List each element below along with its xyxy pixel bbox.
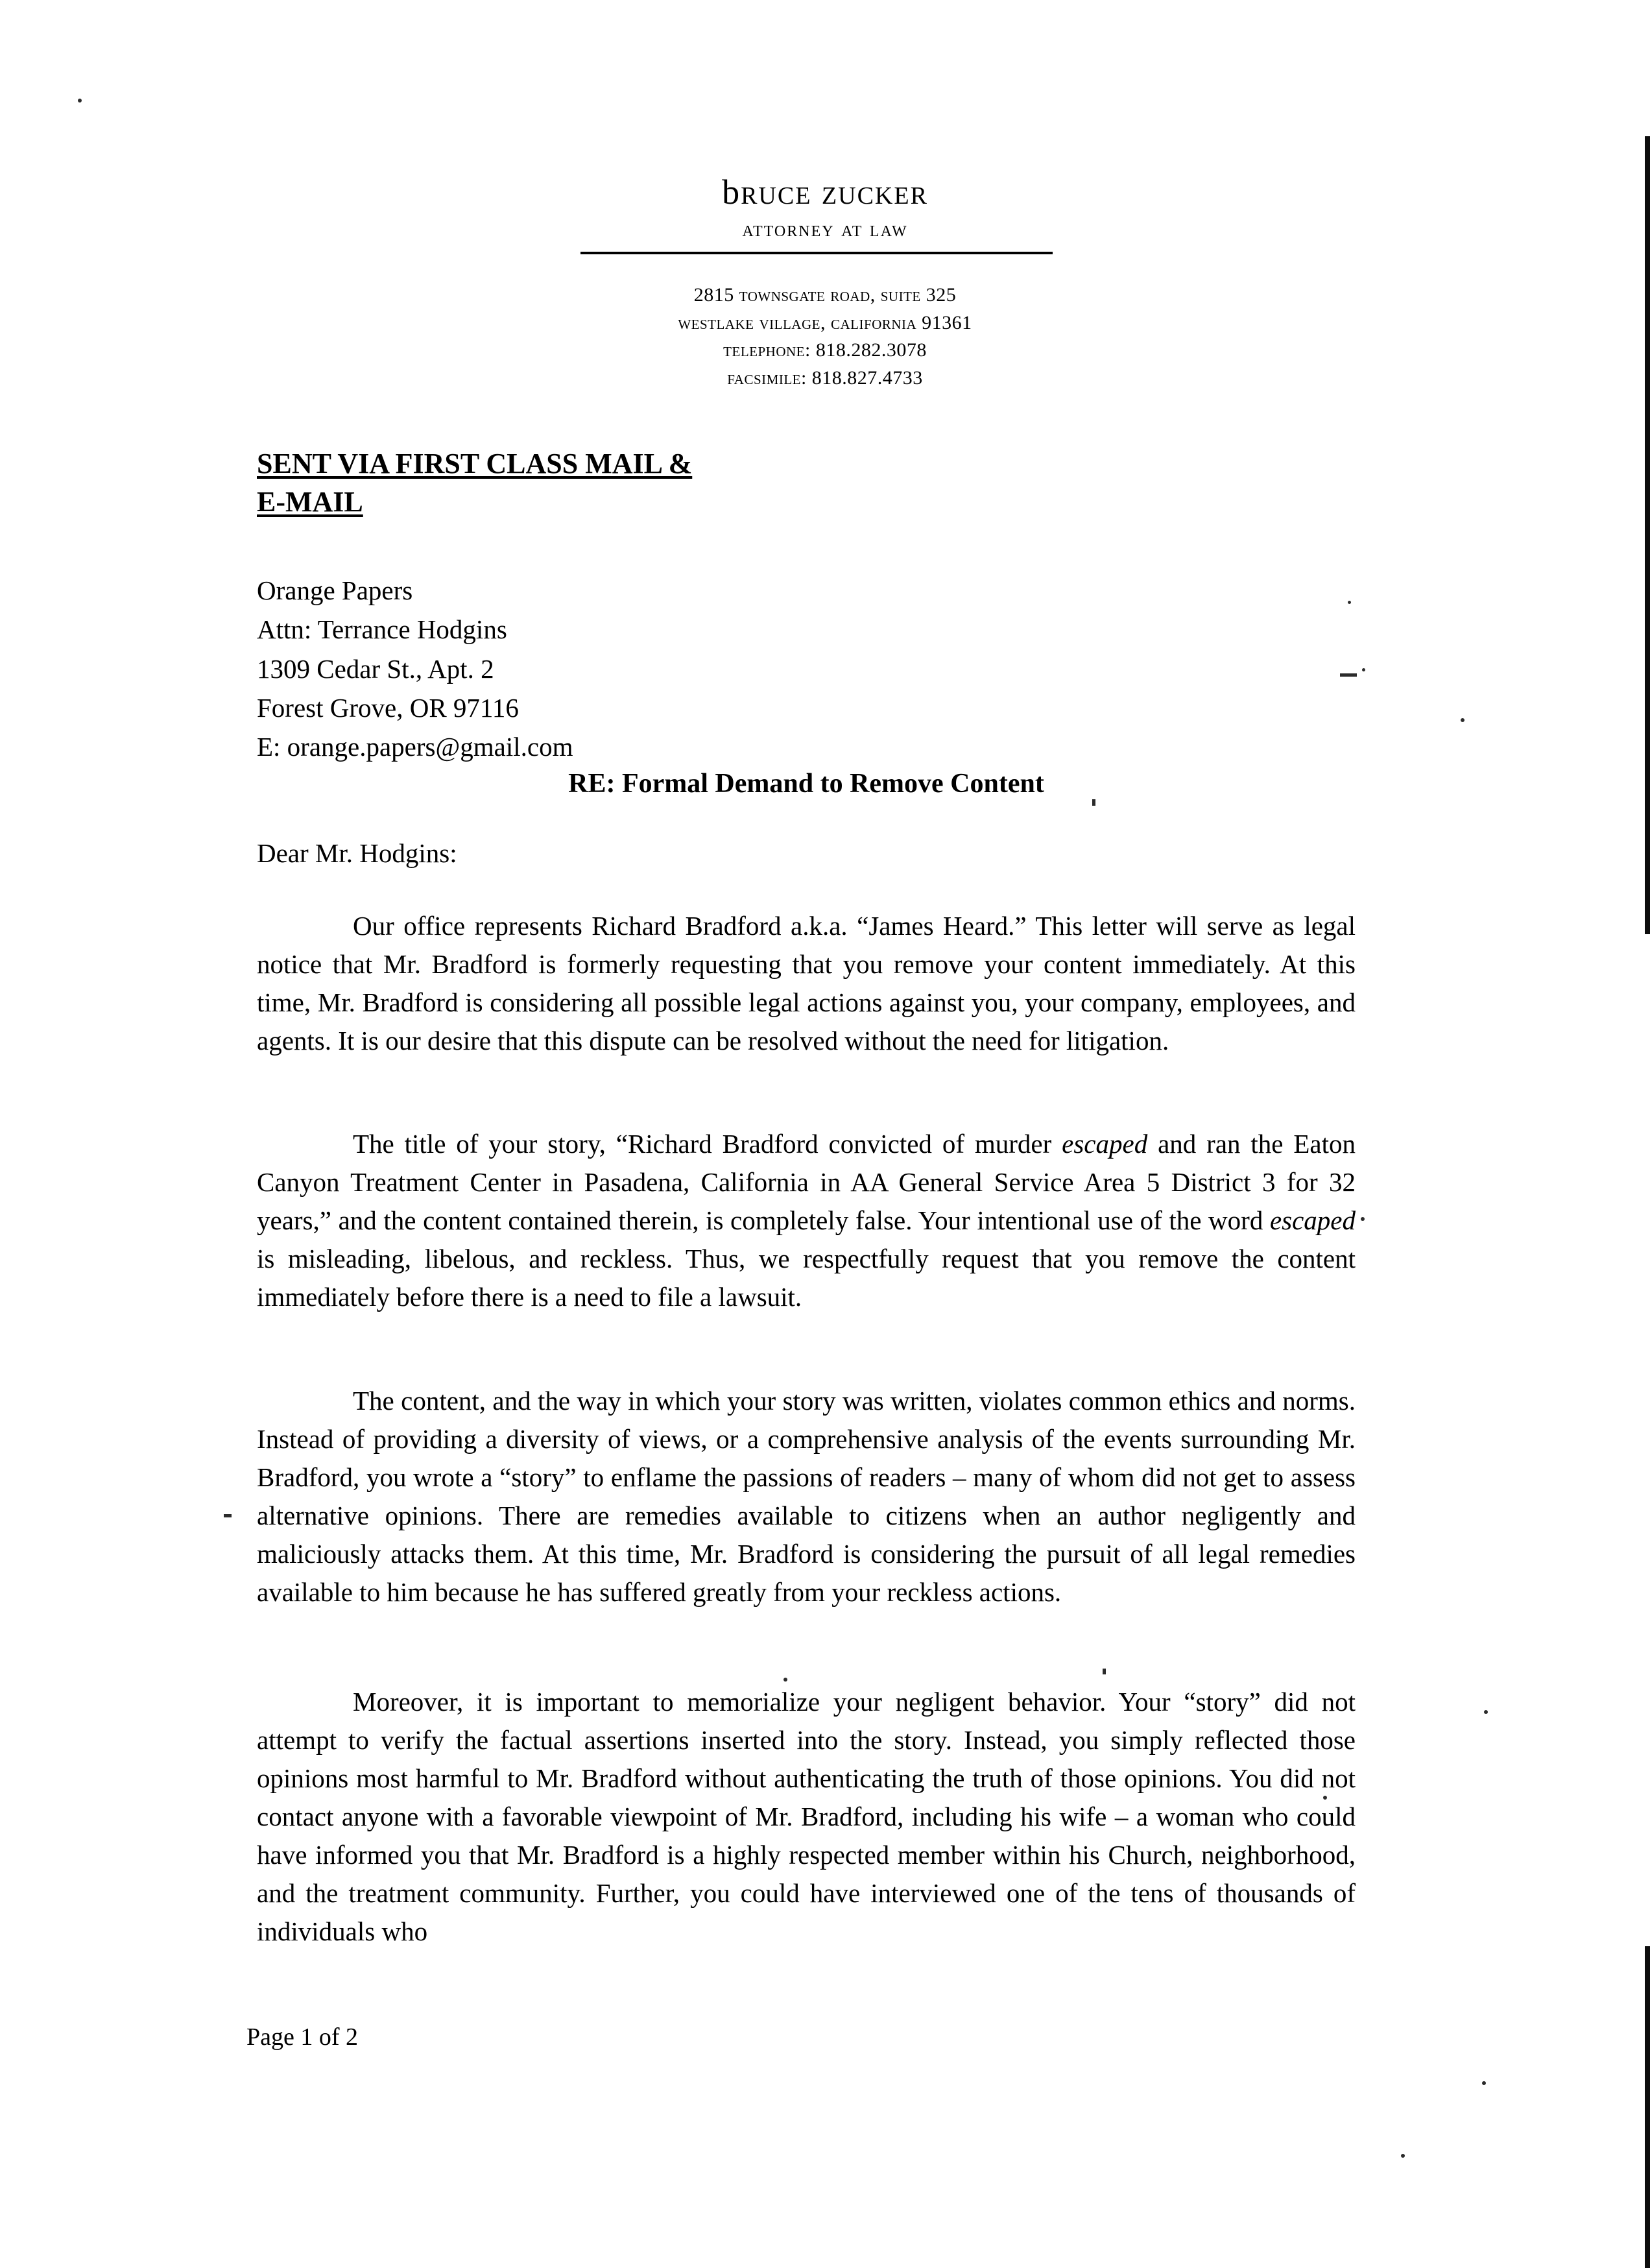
office-address-line-1: 2815 townsgate road, suite 325 bbox=[693, 284, 957, 306]
addressee-street: 1309 Cedar St., Apt. 2 bbox=[257, 653, 494, 684]
salutation: Dear Mr. Hodgins: bbox=[257, 838, 457, 868]
body-paragraph-3: The content, and the way in which your story was written, violates common ethics and norms. Instead of providing a diversity of views, or a comprehensive analysis of the events surrounding Mr. Bradford, you wrote a “story” to enflame the passions of readers – many of whom did not get to assess alternative opinions. There are remedies available to citizens when an author negligently and maliciously attacks them. At this time, Mr. Bradford is considering the pursuit of all legal remedies available to him because he has suffered greatly from your reckless actions. bbox=[257, 1386, 1356, 1608]
addressee-email: E: orange.papers@gmail.com bbox=[257, 732, 573, 762]
scan-speck bbox=[1362, 668, 1365, 671]
office-telephone: telephone: 818.282.3078 bbox=[723, 339, 927, 361]
addressee-city-state-zip: Forest Grove, OR 97116 bbox=[257, 692, 519, 723]
body-paragraph-1: Our office represents Richard Bradford a.k.a. “James Heard.” This letter will serve as legal notice that Mr. Bradford is formerly requesting that you remove your content immediately. At this time, Mr. Bradford is considering all possible legal actions against you, your company, employees, and agents. It is our desire that this dispute can be resolved without the need for litigation. bbox=[257, 911, 1356, 1056]
emphasis-escaped-first: escaped bbox=[1062, 1129, 1148, 1159]
body-paragraph-2 bbox=[257, 1125, 1356, 1316]
scan-speck bbox=[78, 99, 82, 103]
paragraph-2-segment-a: The title of your story, “Richard Bradford convicted of murder bbox=[353, 1129, 1062, 1159]
addressee-company: Orange Papers bbox=[257, 575, 413, 605]
paragraph-2-segment-b: and ran the Eaton Canyon Treatment Center in Pasadena, California in AA General Service Area 5 District 3 for 32 years,” and the content contained therein, is completely false. Your intentional use of the word bbox=[257, 1129, 1356, 1236]
scan-speck bbox=[1484, 1710, 1488, 1714]
scan-speck bbox=[224, 1514, 232, 1517]
scan-speck bbox=[1361, 1217, 1365, 1221]
scan-speck bbox=[783, 1678, 787, 1682]
delivery-notice-line-2: E-MAIL bbox=[257, 485, 363, 518]
subject-line: RE: Formal Demand to Remove Content bbox=[568, 769, 1044, 799]
letterhead-divider bbox=[580, 252, 1053, 254]
office-address-line-2: westlake village, california 91361 bbox=[678, 311, 972, 333]
scan-speck bbox=[1482, 2081, 1486, 2085]
body-paragraph-4: Moreover, it is important to memorialize your negligent behavior. Your “story” did not attempt to verify the factual assertions inserted into the story. Instead, you simply reflected those opinions most harmful to Mr. Bradford without authenticating the truth of those opinions. You did not contact anyone with a favorable viewpoint of Mr. Bradford, including his wife – a woman who could have informed you that Mr. Bradford is a highly respected member within his Church, neighborhood, and the treatment community. Further, you could have interviewed one of the tens of thousands of individuals who bbox=[257, 1687, 1356, 1947]
scan-speck bbox=[1461, 718, 1465, 722]
addressee-attention: Attn: Terrance Hodgins bbox=[257, 614, 507, 645]
firm-title: attorney at law bbox=[742, 217, 908, 241]
scan-edge-right-top bbox=[1645, 136, 1650, 934]
scan-speck bbox=[1401, 2154, 1405, 2158]
paragraph-2-segment-c: is misleading, libelous, and reckless. Thus, we respectfully request that you remove the content immediately before there is a need to file a lawsuit. bbox=[257, 1244, 1356, 1312]
scan-edge-right-bottom bbox=[1645, 1946, 1650, 2268]
office-facsimile: facsimile: 818.827.4733 bbox=[727, 367, 923, 389]
firm-name: bruce zucker bbox=[722, 173, 928, 211]
delivery-notice-line-1: SENT VIA FIRST CLASS MAIL & bbox=[257, 448, 693, 479]
emphasis-escaped-second: escaped bbox=[1269, 1205, 1356, 1236]
delivery-notice bbox=[257, 445, 1356, 522]
addressee-block bbox=[257, 571, 1356, 766]
letterhead-contact-block bbox=[0, 282, 1650, 392]
scan-speck bbox=[1103, 1669, 1106, 1674]
page-footer: Page 1 of 2 bbox=[246, 2023, 359, 2051]
letterhead bbox=[0, 174, 1650, 241]
